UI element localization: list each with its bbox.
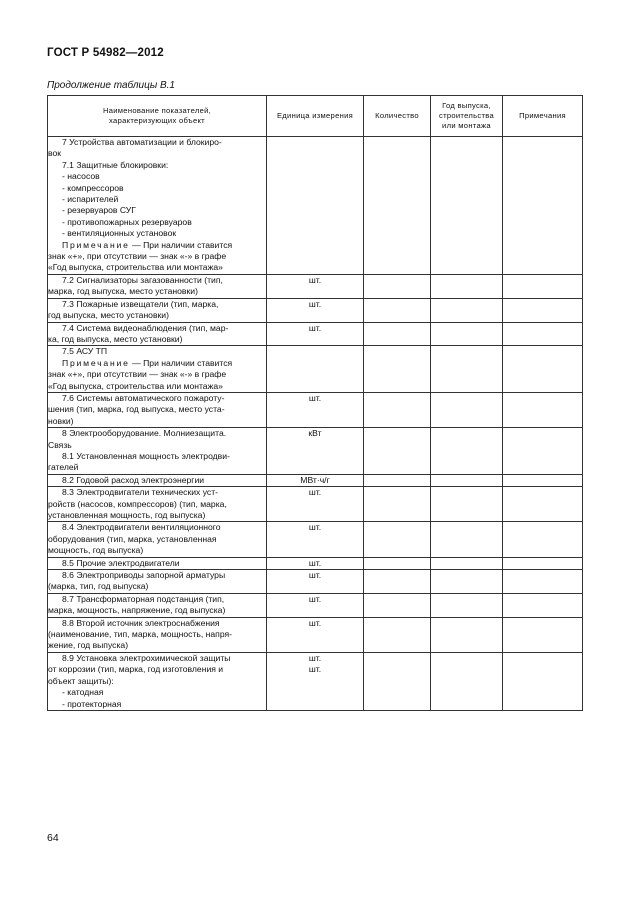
indicator-text-line	[48, 369, 266, 380]
line-text: - насосов	[62, 171, 100, 182]
line-text: - вентиляционных установок	[62, 228, 177, 239]
year-cell[interactable]	[431, 617, 503, 652]
line-text: 8.3 Электродвигатели технических уст-	[62, 487, 218, 498]
indicator-text-line	[48, 160, 266, 171]
line-text: установленная мощность, год выпуска)	[48, 510, 206, 520]
indicator-text-line	[48, 381, 266, 392]
quantity-cell[interactable]	[364, 322, 431, 346]
unit-cell: МВт·ч/г	[267, 474, 364, 486]
indicator-text-line	[48, 558, 266, 569]
notes-cell[interactable]	[503, 474, 583, 486]
line-text: новки)	[48, 415, 74, 426]
indicator-text-line	[48, 605, 266, 616]
indicator-text-line	[48, 687, 266, 698]
line-text: год выпуска, место установки)	[48, 310, 169, 321]
note-label: Примечание	[62, 357, 130, 368]
line-text: мощность, год выпуска)	[48, 545, 144, 556]
year-cell[interactable]	[431, 522, 503, 557]
line-text: 8.6 Электроприводы запорной арматуры	[62, 570, 226, 581]
unit-cell: шт.	[267, 570, 364, 594]
year-cell[interactable]	[431, 652, 503, 710]
table-row	[48, 652, 583, 710]
page-number: 64	[47, 832, 59, 844]
data-table	[47, 95, 583, 711]
table-row	[48, 570, 583, 594]
indicator-text-line	[48, 653, 266, 664]
indicator-name-cell	[48, 346, 267, 393]
indicator-text-line	[48, 640, 266, 651]
notes-cell[interactable]	[503, 487, 583, 522]
table-row	[48, 428, 583, 475]
table-row	[48, 137, 583, 275]
indicator-name-cell	[48, 298, 267, 322]
unit-cell: шт.	[267, 522, 364, 557]
indicator-text-line	[48, 194, 266, 205]
indicator-text-line	[48, 510, 266, 521]
line-text: 7.4 Система видеонаблюдения (тип, мар-	[62, 322, 229, 333]
line-text: марка, мощность, напряжение, год выпуска)	[48, 605, 226, 616]
indicator-text-line	[48, 534, 266, 545]
table-row	[48, 392, 583, 427]
line-text: 7.5 АСУ ТП	[62, 346, 108, 357]
line-text: 7.1 Защитные блокировки:	[62, 159, 169, 170]
indicator-text-line	[48, 171, 266, 182]
line-text: 8 Электрооборудование. Молниезащита.	[62, 428, 227, 439]
indicator-name-cell	[48, 474, 267, 486]
year-cell[interactable]	[431, 322, 503, 346]
table-row	[48, 487, 583, 522]
indicator-name-cell	[48, 557, 267, 569]
year-cell[interactable]	[431, 593, 503, 617]
standard-code: ГОСТ Р 54982—2012	[47, 47, 164, 59]
year-cell[interactable]	[431, 392, 503, 427]
indicator-text-line	[48, 545, 266, 556]
line-text: 8.9 Установка электрохимической защиты	[62, 652, 231, 663]
notes-cell[interactable]	[503, 298, 583, 322]
quantity-cell[interactable]	[364, 298, 431, 322]
table-header-row	[48, 96, 583, 137]
quantity-cell[interactable]	[364, 522, 431, 557]
line-text: гателей	[48, 462, 79, 473]
quantity-cell[interactable]	[364, 570, 431, 594]
line-text: от коррозии (тип, марка, год изготовления и	[48, 664, 224, 675]
line-text: 7.6 Системы автоматического пожароту-	[62, 392, 225, 403]
unit-cell: шт.	[267, 322, 364, 346]
quantity-cell[interactable]	[364, 593, 431, 617]
column-header-year: Год выпуска, строительства или монтажа	[431, 96, 503, 137]
year-cell[interactable]	[431, 346, 503, 393]
indicator-name-cell	[48, 570, 267, 594]
notes-cell[interactable]	[503, 322, 583, 346]
year-cell[interactable]	[431, 274, 503, 298]
indicator-text-line	[48, 358, 266, 369]
line-text: знак «+», при отсутствии — знак «-» в графе	[48, 251, 227, 262]
notes-cell[interactable]	[503, 557, 583, 569]
line-text: 8.5 Прочие электродвигатели	[62, 557, 180, 568]
indicator-text-line	[48, 475, 266, 486]
line-text: вок	[48, 148, 62, 159]
quantity-cell[interactable]	[364, 346, 431, 393]
quantity-cell[interactable]	[364, 557, 431, 569]
indicator-name-cell	[48, 593, 267, 617]
indicator-text-line	[48, 676, 266, 687]
unit-cell	[267, 137, 364, 275]
indicator-text-line	[48, 570, 266, 581]
column-header-quantity: Количество	[364, 96, 431, 137]
column-header-name: Наименование показателей, характеризующих объект	[48, 96, 267, 137]
unit-cell: шт.	[267, 392, 364, 427]
line-text: жение, год выпуска)	[48, 640, 129, 651]
notes-cell[interactable]	[503, 428, 583, 475]
table-body	[48, 137, 583, 711]
indicator-text-line	[48, 228, 266, 239]
quantity-cell[interactable]	[364, 617, 431, 652]
indicator-name-cell	[48, 392, 267, 427]
quantity-cell[interactable]	[364, 428, 431, 475]
indicator-text-line	[48, 286, 266, 297]
indicator-text-line	[48, 404, 266, 415]
indicator-text-line	[48, 240, 266, 251]
indicator-text-line	[48, 664, 266, 675]
table-row	[48, 474, 583, 486]
indicator-name-cell	[48, 652, 267, 710]
line-text: 7 Устройства автоматизации и блокиро-	[62, 137, 222, 147]
table-caption: Продолжение таблицы В.1	[47, 80, 175, 91]
indicator-text-line	[48, 487, 266, 498]
line-text: 8.2 Годовой расход электроэнергии	[62, 474, 205, 485]
unit-cell: кВт	[267, 428, 364, 475]
indicator-text-line	[48, 618, 266, 629]
indicator-text-line	[48, 183, 266, 194]
quantity-cell[interactable]	[364, 392, 431, 427]
table-row	[48, 522, 583, 557]
indicator-text-line	[48, 451, 266, 462]
indicator-text-line	[48, 323, 266, 334]
year-cell[interactable]	[431, 298, 503, 322]
line-text: (наименование, тип, марка, мощность, напря-	[48, 629, 233, 640]
indicator-text-line	[48, 137, 266, 148]
line-text: знак «+», при отсутствии — знак «-» в графе	[48, 369, 227, 380]
indicator-name-cell	[48, 617, 267, 652]
indicator-text-line	[48, 346, 266, 357]
indicator-text-line	[48, 205, 266, 216]
line-text: — При наличии ставится	[129, 357, 233, 368]
unit-cell: шт.	[267, 298, 364, 322]
indicator-text-line	[48, 416, 266, 427]
line-text: объект защиты):	[48, 675, 114, 686]
notes-cell[interactable]	[503, 274, 583, 298]
indicator-text-line	[48, 699, 266, 710]
indicator-text-line	[48, 217, 266, 228]
unit-cell: шт. шт.	[267, 652, 364, 710]
indicator-text-line	[48, 629, 266, 640]
year-cell[interactable]	[431, 557, 503, 569]
indicator-name-cell	[48, 487, 267, 522]
line-text: Связь	[48, 439, 72, 450]
line-text: «Год выпуска, строительства или монтажа»	[48, 380, 223, 391]
indicator-text-line	[48, 299, 266, 310]
line-text: 7.2 Сигнализаторы загазованности (тип,	[62, 274, 223, 285]
table-row	[48, 298, 583, 322]
indicator-text-line	[48, 251, 266, 262]
unit-cell: шт.	[267, 557, 364, 569]
line-text: - компрессоров	[62, 182, 124, 193]
line-text: «Год выпуска, строительства или монтажа»	[48, 262, 223, 273]
indicator-name-cell	[48, 137, 267, 275]
quantity-cell[interactable]	[364, 474, 431, 486]
notes-cell[interactable]	[503, 392, 583, 427]
line-text: - катодная	[62, 687, 104, 698]
indicator-text-line	[48, 440, 266, 451]
unit-cell: шт.	[267, 593, 364, 617]
note-label: Примечание	[62, 239, 130, 250]
indicator-text-line	[48, 594, 266, 605]
year-cell[interactable]	[431, 474, 503, 486]
line-text: - противопожарных резервуаров	[62, 216, 192, 227]
unit-cell: шт.	[267, 487, 364, 522]
year-cell[interactable]	[431, 137, 503, 275]
line-text: ка, год выпуска, место установки)	[48, 333, 183, 344]
quantity-cell[interactable]	[364, 137, 431, 275]
indicator-name-cell	[48, 428, 267, 475]
line-text: ройств (насосов, компрессоров) (тип, марка,	[48, 498, 227, 509]
year-cell[interactable]	[431, 570, 503, 594]
line-text: - испарителей	[62, 194, 119, 205]
notes-cell[interactable]	[503, 570, 583, 594]
notes-cell[interactable]	[503, 346, 583, 393]
line-text: — При наличии ставится	[129, 239, 233, 250]
indicator-text-line	[48, 148, 266, 159]
notes-cell[interactable]	[503, 593, 583, 617]
indicator-text-line	[48, 499, 266, 510]
table-row	[48, 346, 583, 393]
line-text: 8.8 Второй источник электроснабжения	[62, 617, 220, 628]
notes-cell[interactable]	[503, 652, 583, 710]
column-header-unit: Единица измерения	[267, 96, 364, 137]
table-row	[48, 593, 583, 617]
unit-cell: шт.	[267, 274, 364, 298]
table-row	[48, 274, 583, 298]
table-row	[48, 617, 583, 652]
unit-cell: шт.	[267, 617, 364, 652]
year-cell[interactable]	[431, 487, 503, 522]
indicator-text-line	[48, 262, 266, 273]
line-text: (марка, тип, год выпуска)	[48, 581, 149, 592]
line-text: шения (тип, марка, год выпуска, место уста-	[48, 404, 225, 415]
column-header-notes: Примечания	[503, 96, 583, 137]
notes-cell[interactable]	[503, 522, 583, 557]
indicator-name-cell	[48, 322, 267, 346]
quantity-cell[interactable]	[364, 487, 431, 522]
notes-cell[interactable]	[503, 137, 583, 275]
indicator-text-line	[48, 462, 266, 473]
quantity-cell[interactable]	[364, 652, 431, 710]
line-text: 7.3 Пожарные извещатели (тип, марка,	[62, 298, 219, 309]
table-row	[48, 557, 583, 569]
unit-cell	[267, 346, 364, 393]
indicator-text-line	[48, 310, 266, 321]
table-row	[48, 322, 583, 346]
indicator-text-line	[48, 428, 266, 439]
quantity-cell[interactable]	[364, 274, 431, 298]
line-text: - протекторная	[62, 698, 122, 709]
notes-cell[interactable]	[503, 617, 583, 652]
indicator-text-line	[48, 275, 266, 286]
line-text: 8.1 Установленная мощность электродви-	[62, 450, 230, 461]
indicator-text-line	[48, 393, 266, 404]
indicator-name-cell	[48, 274, 267, 298]
year-cell[interactable]	[431, 428, 503, 475]
line-text: оборудования (тип, марка, установленная	[48, 533, 217, 544]
indicator-name-cell	[48, 522, 267, 557]
line-text: 8.7 Трансформаторная подстанция (тип,	[62, 593, 225, 604]
indicator-text-line	[48, 522, 266, 533]
line-text: 8.4 Электродвигатели вентиляционного	[62, 522, 221, 533]
indicator-text-line	[48, 334, 266, 345]
line-text: марка, год выпуска, место установки)	[48, 286, 198, 297]
indicator-text-line	[48, 581, 266, 592]
line-text: - резервуаров СУГ	[62, 205, 136, 216]
